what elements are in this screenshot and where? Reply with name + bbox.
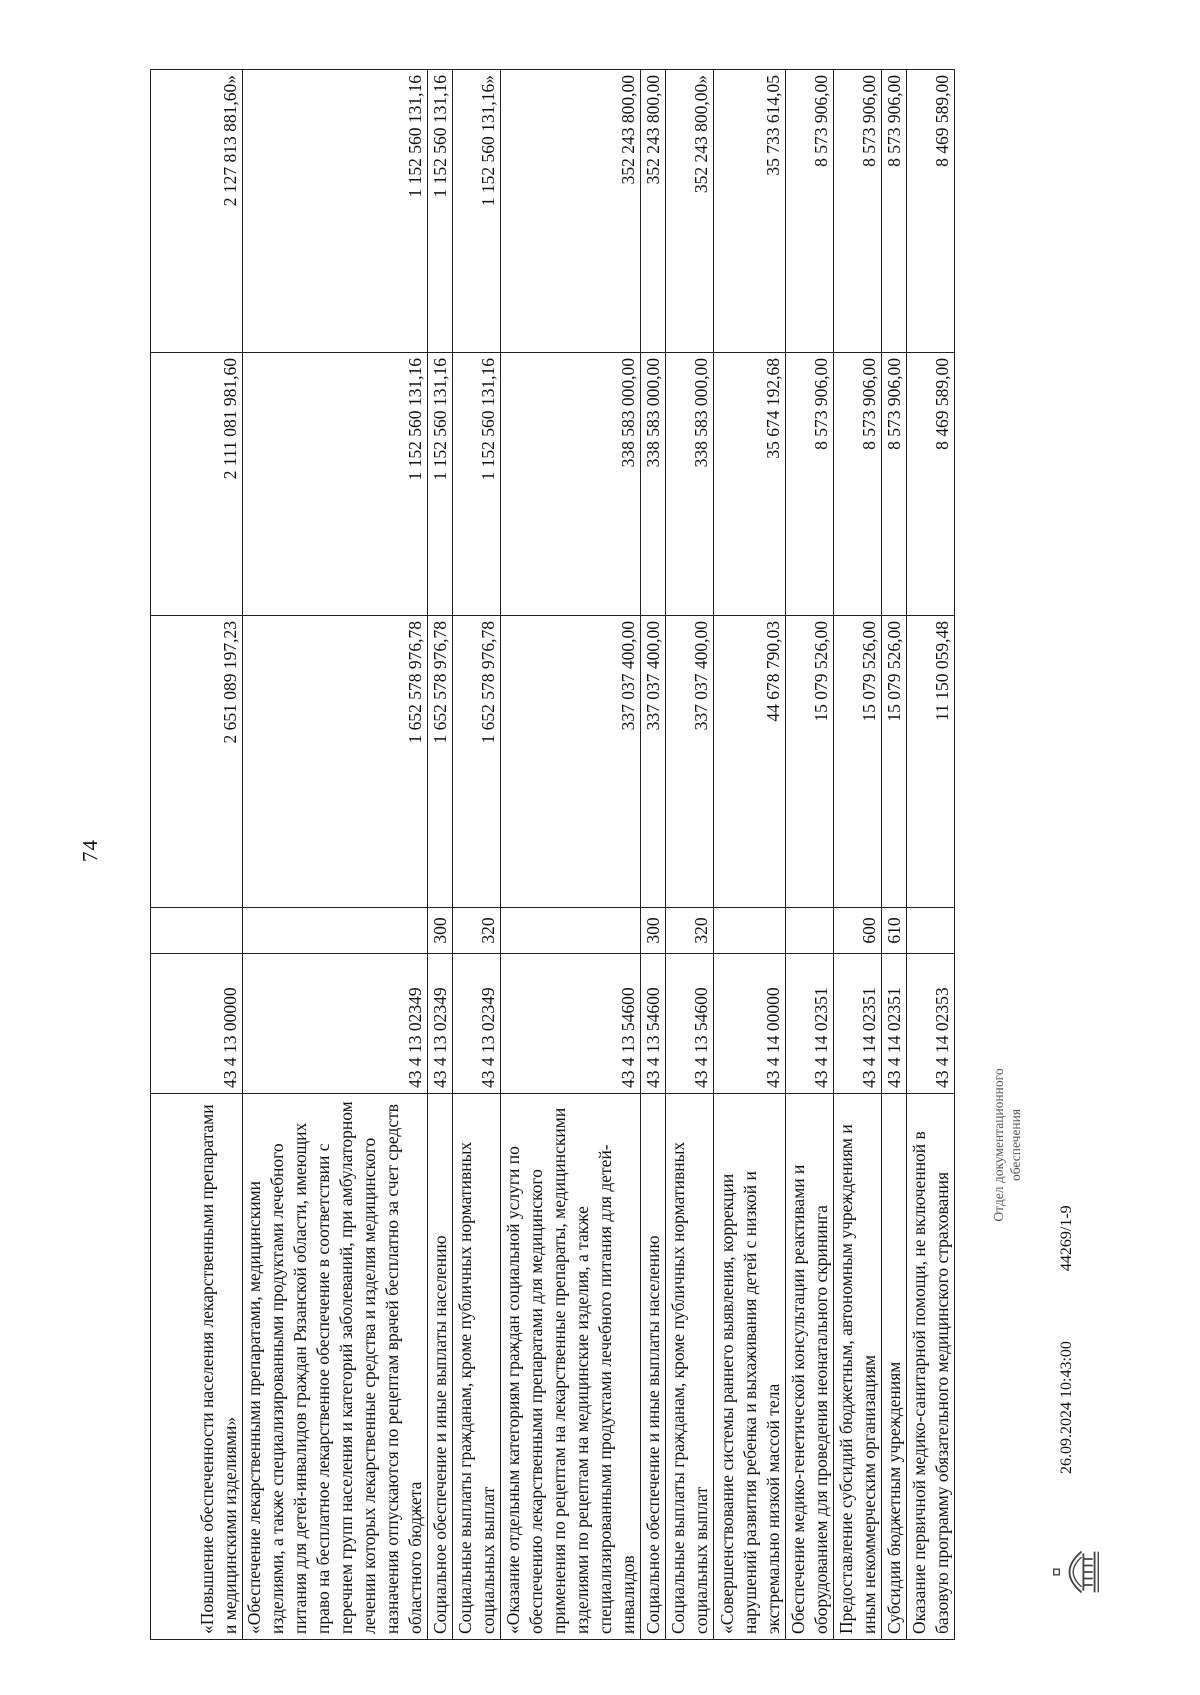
amount-2026-cell: 1 152 560 131,16»: [453, 70, 501, 353]
amount-2024-cell: 44 678 790,03: [714, 616, 786, 908]
amount-2025-cell: 338 583 000,00: [666, 353, 714, 616]
amount-2026-cell: 35 733 614,05: [714, 70, 786, 353]
target-code-cell: 43 4 13 54600: [641, 954, 666, 1094]
table-row: [151, 70, 243, 1640]
target-code-cell: 43 4 14 02351: [834, 954, 882, 1094]
budget-table-body: [151, 70, 955, 1640]
expense-type-cell: 610: [882, 908, 907, 954]
expense-type-cell: [714, 908, 786, 954]
row-name-cell: Социальные выплаты гражданам, кроме публичных нормативных социальных выплат: [666, 1094, 714, 1640]
print-timestamp: 26.09.2024 10:43:00: [1058, 1341, 1075, 1474]
expense-type-cell: 320: [666, 908, 714, 954]
row-name-cell: Социальное обеспечение и иные выплаты населению: [641, 1094, 666, 1640]
stamp-line-1: Отдел документационного: [991, 1068, 1006, 1222]
table-row: [453, 70, 501, 1640]
target-code-cell: 43 4 13 00000: [151, 954, 243, 1094]
amount-2025-cell: 338 583 000,00: [641, 353, 666, 616]
target-code-cell: 43 4 14 02351: [882, 954, 907, 1094]
target-code-cell: 43 4 14 02353: [907, 954, 955, 1094]
amount-2024-cell: 15 079 526,00: [786, 616, 834, 908]
amount-2024-cell: 1 652 578 976,78: [243, 616, 428, 908]
amount-2025-cell: 1 152 560 131,16: [428, 353, 453, 616]
amount-2026-cell: 352 243 800,00: [501, 70, 641, 353]
expense-type-cell: 300: [428, 908, 453, 954]
table-row: [243, 70, 428, 1640]
amount-2025-cell: 8 573 906,00: [834, 353, 882, 616]
expense-type-cell: [243, 908, 428, 954]
table-row: [641, 70, 666, 1640]
target-code-cell: 43 4 13 02349: [428, 954, 453, 1094]
expense-type-cell: 600: [834, 908, 882, 954]
amount-2025-cell: 8 573 906,00: [882, 353, 907, 616]
amount-2024-cell: 337 037 400,00: [641, 616, 666, 908]
expense-type-cell: [501, 908, 641, 954]
table-row: [428, 70, 453, 1640]
amount-2024-cell: 15 079 526,00: [882, 616, 907, 908]
amount-2026-cell: 8 469 589,00: [907, 70, 955, 353]
table-row: [501, 70, 641, 1640]
amount-2025-cell: 2 111 081 981,60: [151, 353, 243, 616]
amount-2025-cell: 338 583 000,00: [501, 353, 641, 616]
document-footer: [1058, 1205, 1102, 1600]
table-row: [907, 70, 955, 1640]
target-code-cell: 43 4 13 02349: [243, 954, 428, 1094]
amount-2024-cell: 15 079 526,00: [834, 616, 882, 908]
row-name-cell: Оказание первичной медико-санитарной помощи, не включенной в базовую программу обязательного медицинского страхования: [907, 1094, 955, 1640]
amount-2026-cell: 8 573 906,00: [882, 70, 907, 353]
table-row: [834, 70, 882, 1640]
target-code-cell: 43 4 13 02349: [453, 954, 501, 1094]
amount-2025-cell: 8 469 589,00: [907, 353, 955, 616]
row-name-cell: «Совершенствование системы раннего выявления, коррекции нарушений развития ребенка и выхаживания детей с низкой и экстремально низкой массой тела: [714, 1094, 786, 1640]
amount-2026-cell: 8 573 906,00: [834, 70, 882, 353]
row-name-cell: Субсидии бюджетным учреждениям: [882, 1094, 907, 1640]
stamp-line-2: обеспечения: [1008, 1108, 1023, 1182]
amount-2026-cell: 1 152 560 131,16: [243, 70, 428, 353]
amount-2026-cell: 8 573 906,00: [786, 70, 834, 353]
amount-2024-cell: 337 037 400,00: [666, 616, 714, 908]
amount-2024-cell: 1 652 578 976,78: [428, 616, 453, 908]
department-stamp: [990, 1030, 1024, 1260]
row-name-cell: «Оказание отдельным категориям граждан социальной услуги по обеспечению лекарственными препаратами для медицинского применения по рецептам на лекарственные препараты, медицинскими изделиями по рецептам на медицинские изделия, а также специализированными продуктами лечебного питания для детей-инвалидов: [501, 1094, 641, 1640]
expense-type-cell: 300: [641, 908, 666, 954]
target-code-cell: 43 4 14 00000: [714, 954, 786, 1094]
amount-2024-cell: 337 037 400,00: [501, 616, 641, 908]
amount-2024-cell: 1 652 578 976,78: [453, 616, 501, 908]
amount-2025-cell: 1 152 560 131,16: [243, 353, 428, 616]
amount-2025-cell: 35 674 192,68: [714, 353, 786, 616]
amount-2024-cell: 2 651 089 197,23: [151, 616, 243, 908]
rotated-content: [150, 70, 1075, 1640]
target-code-cell: 43 4 13 54600: [501, 954, 641, 1094]
table-row: [666, 70, 714, 1640]
expense-type-cell: [907, 908, 955, 954]
amount-2025-cell: 1 152 560 131,16: [453, 353, 501, 616]
row-name-cell: Обеспечение медико-генетической консультации реактивами и оборудованием для проведения неонатального скрининга: [786, 1094, 834, 1640]
amount-2026-cell: 1 152 560 131,16: [428, 70, 453, 353]
row-name-cell: «Повышение обеспеченности населения лекарственными препаратами и медицинскими изделиями»: [151, 1094, 243, 1640]
amount-2025-cell: 8 573 906,00: [786, 353, 834, 616]
expense-type-cell: 320: [453, 908, 501, 954]
row-name-cell: Предоставление субсидий бюджетным, автономным учреждениям и иным некоммерческим организациям: [834, 1094, 882, 1640]
expense-type-cell: [786, 908, 834, 954]
table-row: [714, 70, 786, 1640]
amount-2026-cell: 352 243 800,00: [641, 70, 666, 353]
expense-type-cell: [151, 908, 243, 954]
target-code-cell: 43 4 13 54600: [666, 954, 714, 1094]
row-name-cell: Социальное обеспечение и иные выплаты населению: [428, 1094, 453, 1640]
amount-2026-cell: 352 243 800,00»: [666, 70, 714, 353]
table-row: [786, 70, 834, 1640]
document-id: 44269/1-9: [1058, 1205, 1075, 1272]
row-name-cell: Социальные выплаты гражданам, кроме публичных нормативных социальных выплат: [453, 1094, 501, 1640]
target-code-cell: 43 4 14 02351: [786, 954, 834, 1094]
emblem-logo-icon: [1050, 1544, 1102, 1600]
page-number: 74: [78, 839, 102, 862]
budget-table: [150, 69, 955, 1640]
amount-2024-cell: 11 150 059,48: [907, 616, 955, 908]
table-row: [882, 70, 907, 1640]
row-name-cell: «Обеспечение лекарственными препаратами, медицинскими изделиями, а также специализированными продуктами лечебного питания для детей-инвалидов граждан Рязанской области, имеющих право на бесплатное лекарственное обеспечение в соответствии с перечнем групп населения и категорий заболеваний, при амбулаторном лечении которых лекарственные средства и изделия медицинского назначения отпускаются по рецептам врачей бесплатно за счет средств областного бюджета: [243, 1094, 428, 1640]
amount-2026-cell: 2 127 813 881,60»: [151, 70, 243, 353]
